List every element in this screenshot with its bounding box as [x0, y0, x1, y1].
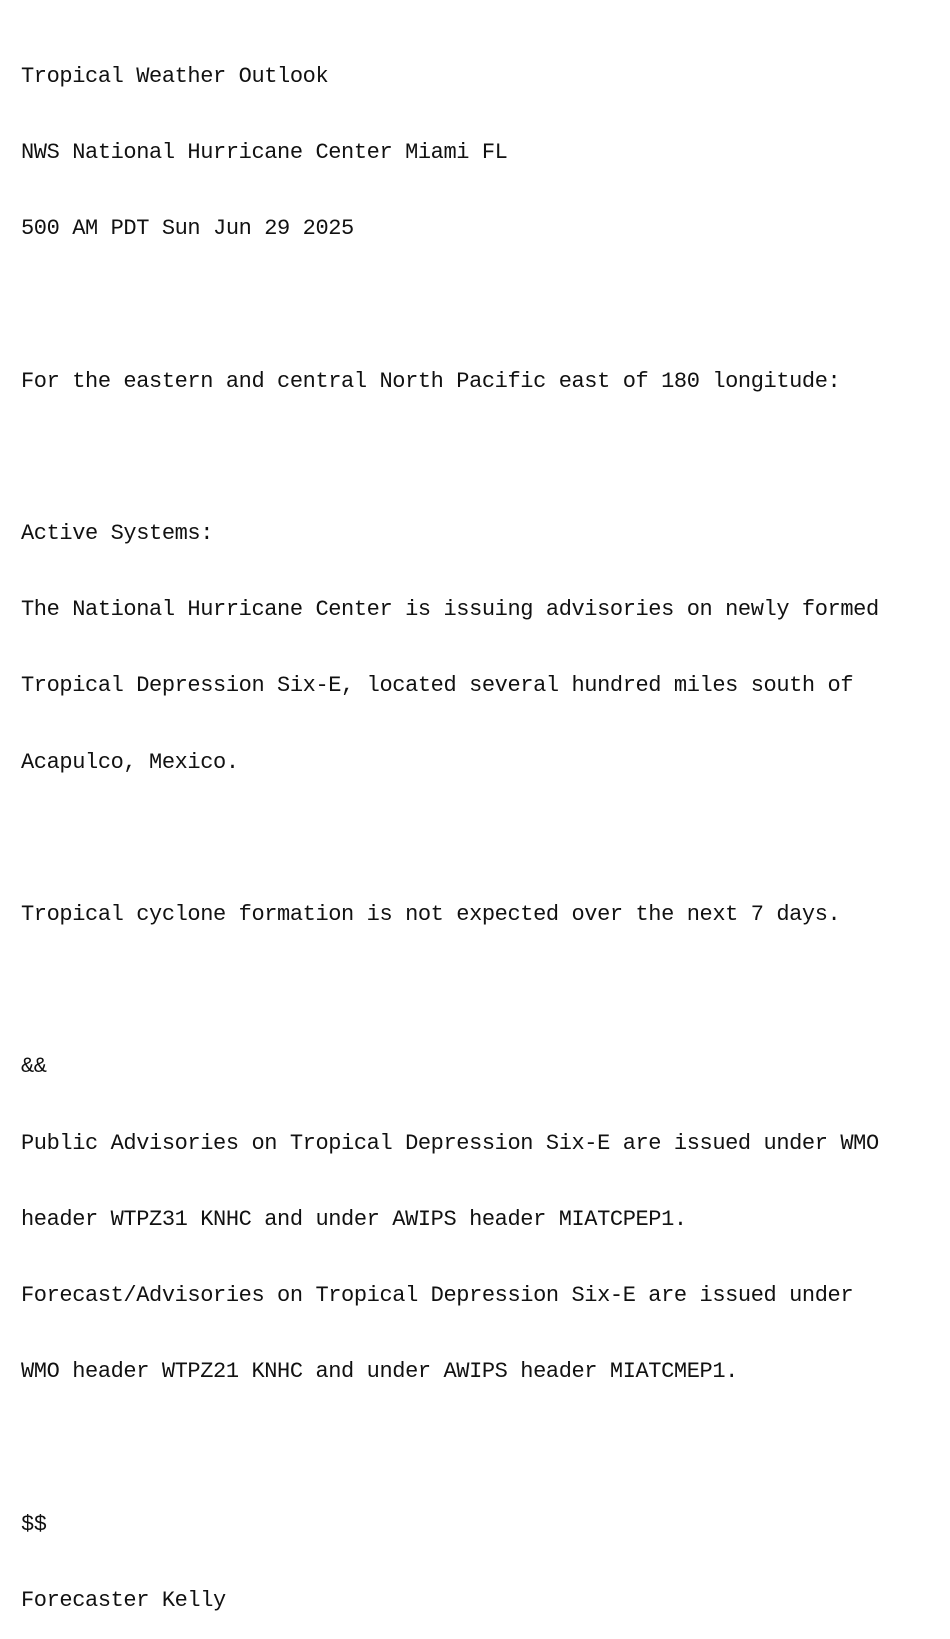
advisory-line: Public Advisories on Tropical Depression Six-E are issued under WMO [21, 1130, 879, 1156]
section-separator: && [21, 1054, 47, 1080]
blank-line [21, 826, 879, 851]
product-title: Tropical Weather Outlook [21, 63, 329, 89]
forecaster-signoff: Forecaster Kelly [21, 1587, 226, 1613]
formation-statement: Tropical cyclone formation is not expected over the next 7 days. [21, 902, 841, 928]
active-systems-heading: Active Systems: [21, 521, 214, 547]
region-statement: For the eastern and central North Pacific east of 180 longitude: [21, 368, 841, 394]
blank-line [21, 445, 879, 470]
active-systems-line: The National Hurricane Center is issuing advisories on newly formed [21, 597, 879, 623]
advisory-line: Forecast/Advisories on Tropical Depression Six-E are issued under [21, 1283, 854, 1309]
issuing-office: NWS National Hurricane Center Miami FL [21, 140, 508, 166]
outlook-bulletin [21, 13, 879, 1639]
blank-line [21, 1435, 879, 1460]
active-systems-line: Acapulco, Mexico. [21, 749, 239, 775]
advisory-line: WMO header WTPZ21 KNHC and under AWIPS header MIATCMEP1. [21, 1359, 738, 1385]
advisory-line: header WTPZ31 KNHC and under AWIPS header MIATCPEP1. [21, 1206, 687, 1232]
end-marker: $$ [21, 1511, 47, 1537]
active-systems-line: Tropical Depression Six-E, located several hundred miles south of [21, 673, 854, 699]
blank-line [21, 978, 879, 1003]
blank-line [21, 292, 879, 317]
issue-time: 500 AM PDT Sun Jun 29 2025 [21, 216, 354, 242]
